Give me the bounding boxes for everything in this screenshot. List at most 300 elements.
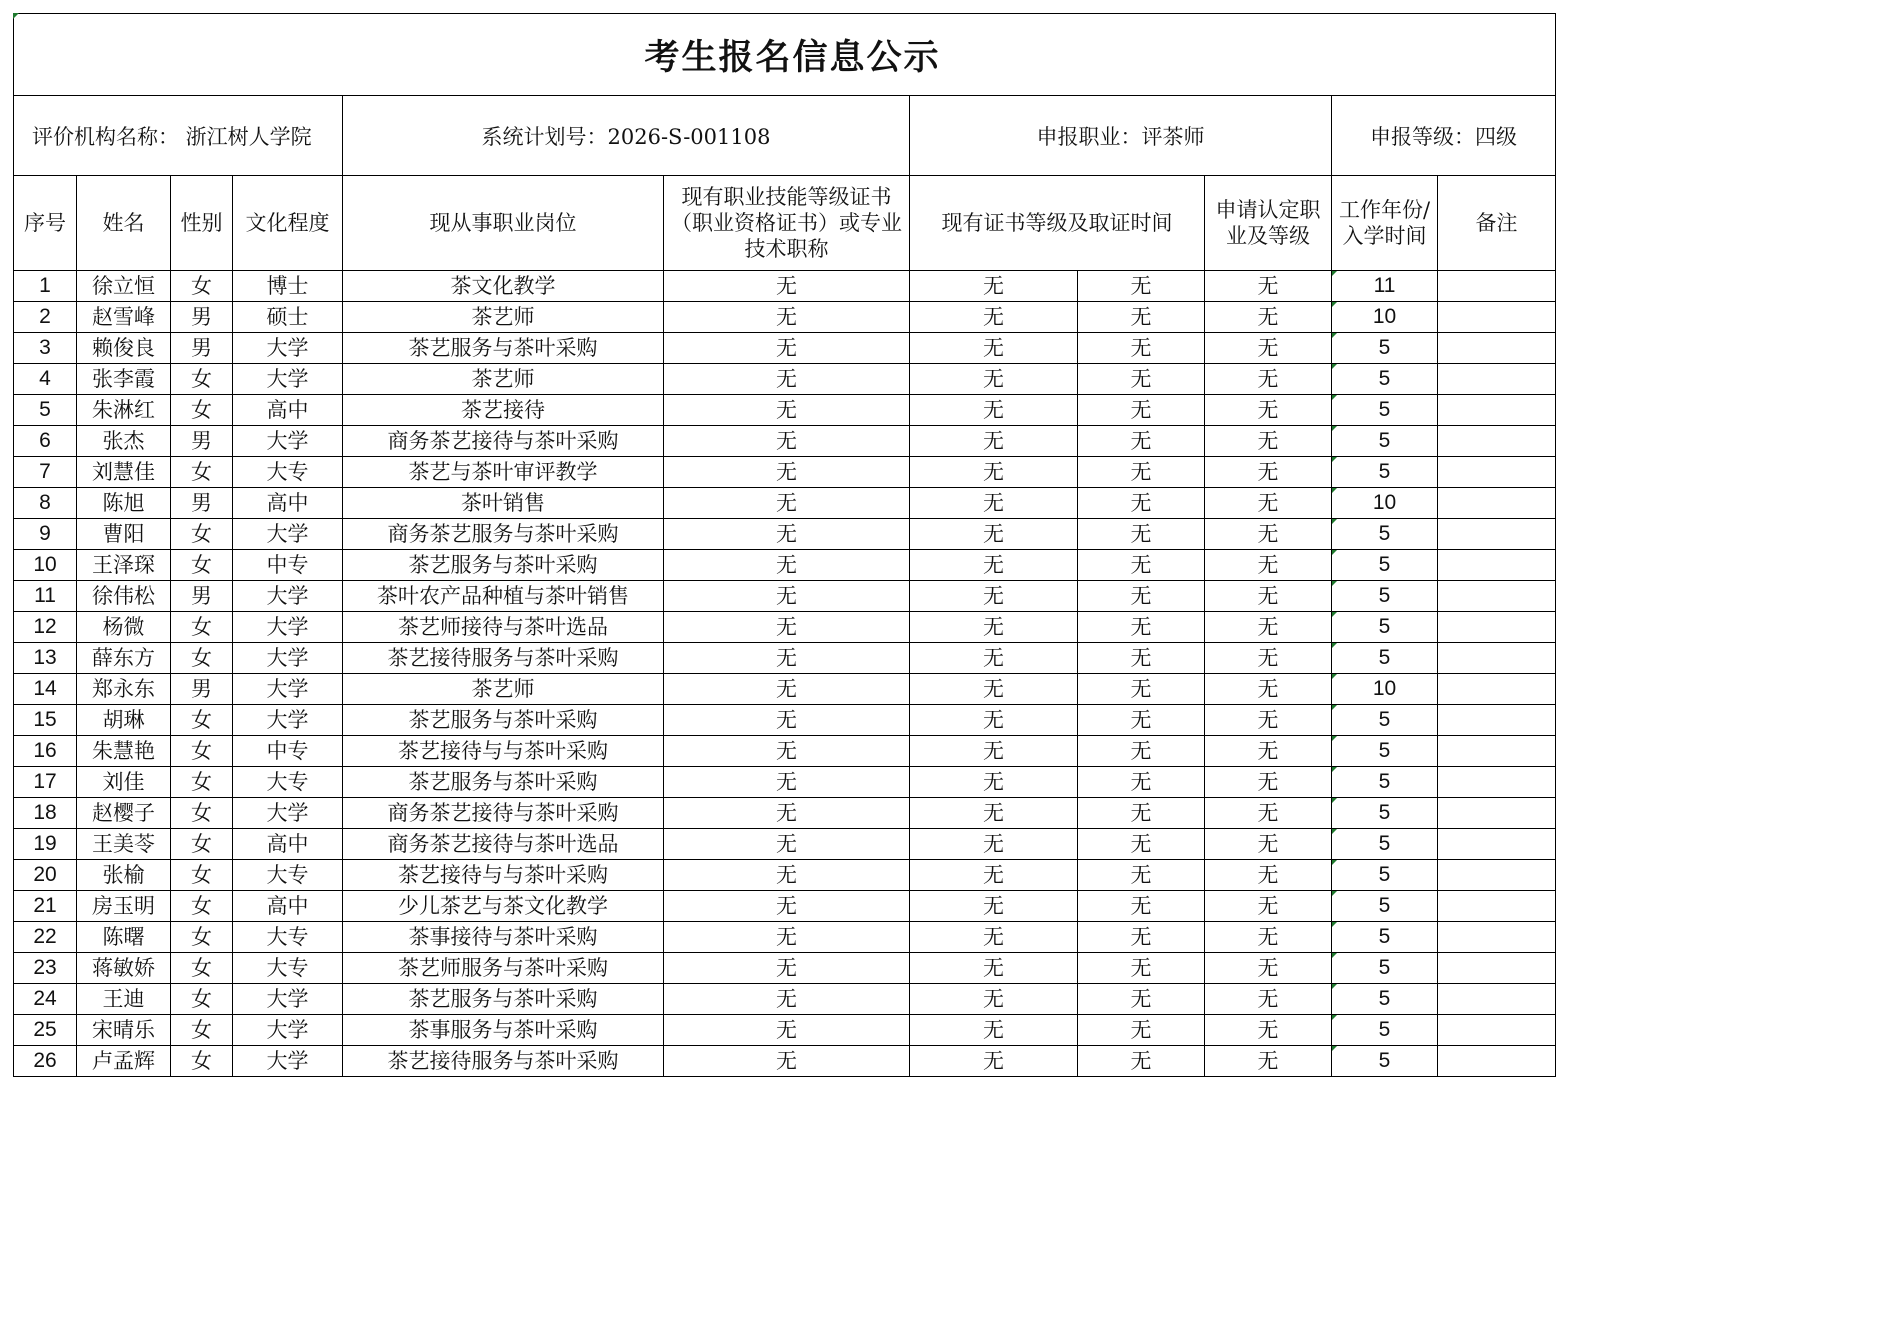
cell-gender[interactable]: 女 [171, 519, 233, 550]
cell-job[interactable]: 茶艺服务与茶叶采购 [343, 705, 664, 736]
cell-apply[interactable]: 无 [1205, 488, 1332, 519]
cell-job[interactable]: 茶叶销售 [343, 488, 664, 519]
cell-cert-time[interactable]: 无 [1078, 364, 1205, 395]
cell-cert-level[interactable]: 无 [910, 550, 1078, 581]
cell-education[interactable]: 大学 [233, 984, 343, 1015]
cell-gender[interactable]: 男 [171, 302, 233, 333]
cell-education[interactable]: 大专 [233, 860, 343, 891]
cell-cert-time[interactable]: 无 [1078, 550, 1205, 581]
cell-name[interactable]: 张李霞 [77, 364, 171, 395]
cell-seq[interactable]: 22 [14, 922, 77, 953]
cell-seq[interactable]: 20 [14, 860, 77, 891]
header-years[interactable]: 工作年份/入学时间 [1332, 176, 1438, 271]
cell-name[interactable]: 徐伟松 [77, 581, 171, 612]
cell-years[interactable]: 10 [1332, 302, 1438, 333]
cell-seq[interactable]: 26 [14, 1046, 77, 1077]
cell-education[interactable]: 中专 [233, 736, 343, 767]
cell-cert[interactable]: 无 [664, 922, 910, 953]
cell-cert-level[interactable]: 无 [910, 643, 1078, 674]
cell-gender[interactable]: 女 [171, 705, 233, 736]
cell-job[interactable]: 茶艺服务与茶叶采购 [343, 550, 664, 581]
cell-apply[interactable]: 无 [1205, 581, 1332, 612]
cell-remark[interactable] [1438, 984, 1556, 1015]
cell-job[interactable]: 茶艺师接待与茶叶选品 [343, 612, 664, 643]
cell-years[interactable]: 5 [1332, 1046, 1438, 1077]
header-job[interactable]: 现从事职业岗位 [343, 176, 664, 271]
cell-name[interactable]: 杨微 [77, 612, 171, 643]
cell-cert-time[interactable]: 无 [1078, 426, 1205, 457]
cell-seq[interactable]: 16 [14, 736, 77, 767]
cell-name[interactable]: 张榆 [77, 860, 171, 891]
cell-cert-time[interactable]: 无 [1078, 922, 1205, 953]
cell-seq[interactable]: 14 [14, 674, 77, 705]
cell-cert[interactable]: 无 [664, 643, 910, 674]
header-remark[interactable]: 备注 [1438, 176, 1556, 271]
cell-cert-time[interactable]: 无 [1078, 612, 1205, 643]
cell-seq[interactable]: 21 [14, 891, 77, 922]
cell-years[interactable]: 5 [1332, 860, 1438, 891]
cell-cert-time[interactable]: 无 [1078, 953, 1205, 984]
cell-years[interactable]: 5 [1332, 364, 1438, 395]
cell-seq[interactable]: 19 [14, 829, 77, 860]
cell-education[interactable]: 高中 [233, 891, 343, 922]
cell-years[interactable]: 5 [1332, 736, 1438, 767]
cell-job[interactable]: 茶艺师 [343, 302, 664, 333]
cell-education[interactable]: 大学 [233, 333, 343, 364]
cell-cert-level[interactable]: 无 [910, 922, 1078, 953]
cell-years[interactable]: 5 [1332, 829, 1438, 860]
cell-cert-level[interactable]: 无 [910, 829, 1078, 860]
cell-remark[interactable] [1438, 333, 1556, 364]
level-cell[interactable] [1332, 96, 1556, 176]
cell-remark[interactable] [1438, 426, 1556, 457]
cell-gender[interactable]: 女 [171, 395, 233, 426]
cell-seq[interactable]: 3 [14, 333, 77, 364]
cell-years[interactable]: 10 [1332, 488, 1438, 519]
cell-gender[interactable]: 女 [171, 457, 233, 488]
cell-apply[interactable]: 无 [1205, 519, 1332, 550]
cell-cert[interactable]: 无 [664, 333, 910, 364]
cell-seq[interactable]: 9 [14, 519, 77, 550]
cell-apply[interactable]: 无 [1205, 891, 1332, 922]
cell-seq[interactable]: 5 [14, 395, 77, 426]
cell-remark[interactable] [1438, 953, 1556, 984]
cell-cert-level[interactable]: 无 [910, 891, 1078, 922]
cell-years[interactable]: 5 [1332, 643, 1438, 674]
cell-apply[interactable]: 无 [1205, 767, 1332, 798]
cell-remark[interactable] [1438, 1046, 1556, 1077]
cell-education[interactable]: 大专 [233, 767, 343, 798]
cell-years[interactable]: 5 [1332, 457, 1438, 488]
cell-name[interactable]: 王迪 [77, 984, 171, 1015]
cell-years[interactable]: 5 [1332, 426, 1438, 457]
cell-seq[interactable]: 18 [14, 798, 77, 829]
cell-job[interactable]: 茶艺接待与与茶叶采购 [343, 860, 664, 891]
cell-job[interactable]: 茶艺服务与茶叶采购 [343, 767, 664, 798]
cell-cert-level[interactable]: 无 [910, 581, 1078, 612]
cell-job[interactable]: 少儿茶艺与茶文化教学 [343, 891, 664, 922]
cell-education[interactable]: 大专 [233, 457, 343, 488]
cell-apply[interactable]: 无 [1205, 364, 1332, 395]
cell-cert-level[interactable]: 无 [910, 860, 1078, 891]
cell-education[interactable]: 高中 [233, 829, 343, 860]
cell-education[interactable]: 博士 [233, 271, 343, 302]
cell-job[interactable]: 茶艺接待服务与茶叶采购 [343, 1046, 664, 1077]
cell-cert-time[interactable]: 无 [1078, 643, 1205, 674]
cell-remark[interactable] [1438, 488, 1556, 519]
cell-cert-level[interactable]: 无 [910, 984, 1078, 1015]
cell-gender[interactable]: 男 [171, 581, 233, 612]
cell-apply[interactable]: 无 [1205, 984, 1332, 1015]
cell-apply[interactable]: 无 [1205, 550, 1332, 581]
cell-years[interactable]: 5 [1332, 333, 1438, 364]
cell-apply[interactable]: 无 [1205, 333, 1332, 364]
cell-job[interactable]: 茶艺接待 [343, 395, 664, 426]
cell-seq[interactable]: 6 [14, 426, 77, 457]
cell-name[interactable]: 赵樱子 [77, 798, 171, 829]
cell-cert[interactable]: 无 [664, 302, 910, 333]
cell-cert-level[interactable]: 无 [910, 736, 1078, 767]
cell-apply[interactable]: 无 [1205, 271, 1332, 302]
cell-remark[interactable] [1438, 395, 1556, 426]
cell-cert-level[interactable]: 无 [910, 457, 1078, 488]
cell-cert-time[interactable]: 无 [1078, 488, 1205, 519]
cell-years[interactable]: 5 [1332, 395, 1438, 426]
cell-cert-time[interactable]: 无 [1078, 798, 1205, 829]
cell-education[interactable]: 硕士 [233, 302, 343, 333]
cell-name[interactable]: 张杰 [77, 426, 171, 457]
cell-education[interactable]: 大学 [233, 1015, 343, 1046]
cell-job[interactable]: 商务茶艺接待与茶叶采购 [343, 798, 664, 829]
cell-name[interactable]: 胡琳 [77, 705, 171, 736]
cell-job[interactable]: 商务茶艺服务与茶叶采购 [343, 519, 664, 550]
cell-cert-time[interactable]: 无 [1078, 1015, 1205, 1046]
cell-cert-time[interactable]: 无 [1078, 767, 1205, 798]
cell-cert[interactable]: 无 [664, 705, 910, 736]
cell-remark[interactable] [1438, 581, 1556, 612]
cell-cert-time[interactable]: 无 [1078, 984, 1205, 1015]
cell-years[interactable]: 5 [1332, 767, 1438, 798]
cell-gender[interactable]: 女 [171, 550, 233, 581]
cell-cert-level[interactable]: 无 [910, 953, 1078, 984]
cell-gender[interactable]: 女 [171, 860, 233, 891]
cell-cert[interactable]: 无 [664, 612, 910, 643]
cell-remark[interactable] [1438, 798, 1556, 829]
cell-education[interactable]: 高中 [233, 395, 343, 426]
cell-education[interactable]: 大专 [233, 953, 343, 984]
cell-name[interactable]: 房玉明 [77, 891, 171, 922]
cell-years[interactable]: 10 [1332, 674, 1438, 705]
cell-name[interactable]: 宋晴乐 [77, 1015, 171, 1046]
cell-gender[interactable]: 男 [171, 333, 233, 364]
cell-job[interactable]: 商务茶艺接待与茶叶采购 [343, 426, 664, 457]
cell-cert[interactable]: 无 [664, 674, 910, 705]
cell-remark[interactable] [1438, 674, 1556, 705]
cell-cert-level[interactable]: 无 [910, 674, 1078, 705]
cell-cert[interactable]: 无 [664, 550, 910, 581]
cell-years[interactable]: 5 [1332, 984, 1438, 1015]
header-seq[interactable]: 序号 [14, 176, 77, 271]
cell-apply[interactable]: 无 [1205, 798, 1332, 829]
cell-apply[interactable]: 无 [1205, 457, 1332, 488]
cell-job[interactable]: 茶艺服务与茶叶采购 [343, 984, 664, 1015]
cell-cert-level[interactable]: 无 [910, 333, 1078, 364]
cell-cert-level[interactable]: 无 [910, 395, 1078, 426]
header-name[interactable]: 姓名 [77, 176, 171, 271]
cell-apply[interactable]: 无 [1205, 674, 1332, 705]
cell-education[interactable]: 大学 [233, 674, 343, 705]
cell-seq[interactable]: 13 [14, 643, 77, 674]
cell-gender[interactable]: 女 [171, 364, 233, 395]
cell-cert[interactable]: 无 [664, 488, 910, 519]
cell-name[interactable]: 郑永东 [77, 674, 171, 705]
cell-job[interactable]: 茶事服务与茶叶采购 [343, 1015, 664, 1046]
cell-name[interactable]: 刘佳 [77, 767, 171, 798]
cell-cert-level[interactable]: 无 [910, 519, 1078, 550]
occupation-cell[interactable] [910, 96, 1332, 176]
cell-cert[interactable]: 无 [664, 581, 910, 612]
cell-education[interactable]: 大学 [233, 643, 343, 674]
cell-education[interactable]: 中专 [233, 550, 343, 581]
cell-remark[interactable] [1438, 519, 1556, 550]
cell-gender[interactable]: 女 [171, 612, 233, 643]
cell-gender[interactable]: 女 [171, 1015, 233, 1046]
cell-remark[interactable] [1438, 302, 1556, 333]
cell-cert-level[interactable]: 无 [910, 798, 1078, 829]
cell-gender[interactable]: 男 [171, 426, 233, 457]
cell-years[interactable]: 5 [1332, 519, 1438, 550]
cell-education[interactable]: 高中 [233, 488, 343, 519]
cell-remark[interactable] [1438, 364, 1556, 395]
cell-education[interactable]: 大学 [233, 612, 343, 643]
cell-job[interactable]: 茶叶农产品种植与茶叶销售 [343, 581, 664, 612]
cell-cert-time[interactable]: 无 [1078, 302, 1205, 333]
cell-name[interactable]: 曹阳 [77, 519, 171, 550]
cell-seq[interactable]: 1 [14, 271, 77, 302]
cell-job[interactable]: 茶事接待与茶叶采购 [343, 922, 664, 953]
cell-years[interactable]: 5 [1332, 922, 1438, 953]
cell-cert[interactable]: 无 [664, 860, 910, 891]
cell-name[interactable]: 薛东方 [77, 643, 171, 674]
cell-years[interactable]: 5 [1332, 1015, 1438, 1046]
cell-name[interactable]: 朱慧艳 [77, 736, 171, 767]
cell-education[interactable]: 大学 [233, 705, 343, 736]
cell-remark[interactable] [1438, 457, 1556, 488]
cell-apply[interactable]: 无 [1205, 953, 1332, 984]
plan-cell[interactable] [343, 96, 910, 176]
cell-job[interactable]: 茶文化教学 [343, 271, 664, 302]
cell-cert-level[interactable]: 无 [910, 426, 1078, 457]
cell-name[interactable]: 王泽琛 [77, 550, 171, 581]
cell-cert[interactable]: 无 [664, 395, 910, 426]
cell-remark[interactable] [1438, 612, 1556, 643]
cell-years[interactable]: 5 [1332, 612, 1438, 643]
header-education[interactable]: 文化程度 [233, 176, 343, 271]
cell-cert-time[interactable]: 无 [1078, 395, 1205, 426]
cell-seq[interactable]: 4 [14, 364, 77, 395]
cell-years[interactable]: 5 [1332, 953, 1438, 984]
cell-cert[interactable]: 无 [664, 798, 910, 829]
cell-cert-level[interactable]: 无 [910, 612, 1078, 643]
cell-gender[interactable]: 女 [171, 953, 233, 984]
cell-years[interactable]: 5 [1332, 798, 1438, 829]
cell-cert-time[interactable]: 无 [1078, 519, 1205, 550]
cell-years[interactable]: 5 [1332, 705, 1438, 736]
cell-cert[interactable]: 无 [664, 271, 910, 302]
cell-cert-level[interactable]: 无 [910, 364, 1078, 395]
cell-seq[interactable]: 15 [14, 705, 77, 736]
cell-remark[interactable] [1438, 767, 1556, 798]
cell-apply[interactable]: 无 [1205, 643, 1332, 674]
cell-cert-time[interactable]: 无 [1078, 674, 1205, 705]
cell-cert-level[interactable]: 无 [910, 767, 1078, 798]
cell-cert[interactable]: 无 [664, 519, 910, 550]
cell-seq[interactable]: 10 [14, 550, 77, 581]
cell-name[interactable]: 徐立恒 [77, 271, 171, 302]
cell-education[interactable]: 大专 [233, 922, 343, 953]
cell-gender[interactable]: 女 [171, 736, 233, 767]
cell-name[interactable]: 王美苓 [77, 829, 171, 860]
cell-remark[interactable] [1438, 271, 1556, 302]
cell-education[interactable]: 大学 [233, 798, 343, 829]
cell-gender[interactable]: 女 [171, 984, 233, 1015]
cell-job[interactable]: 茶艺接待与与茶叶采购 [343, 736, 664, 767]
cell-job[interactable]: 茶艺师 [343, 364, 664, 395]
cell-apply[interactable]: 无 [1205, 1015, 1332, 1046]
cell-gender[interactable]: 男 [171, 488, 233, 519]
cell-remark[interactable] [1438, 1015, 1556, 1046]
cell-education[interactable]: 大学 [233, 519, 343, 550]
cell-education[interactable]: 大学 [233, 364, 343, 395]
cell-cert-time[interactable]: 无 [1078, 829, 1205, 860]
cell-gender[interactable]: 女 [171, 922, 233, 953]
cell-education[interactable]: 大学 [233, 581, 343, 612]
cell-gender[interactable]: 女 [171, 798, 233, 829]
cell-cert[interactable]: 无 [664, 1015, 910, 1046]
cell-cert[interactable]: 无 [664, 953, 910, 984]
cell-job[interactable]: 茶艺师 [343, 674, 664, 705]
cell-education[interactable]: 大学 [233, 1046, 343, 1077]
cell-remark[interactable] [1438, 922, 1556, 953]
cell-apply[interactable]: 无 [1205, 612, 1332, 643]
cell-cert-time[interactable]: 无 [1078, 333, 1205, 364]
cell-cert-level[interactable]: 无 [910, 1046, 1078, 1077]
cell-name[interactable]: 卢孟辉 [77, 1046, 171, 1077]
cell-apply[interactable]: 无 [1205, 426, 1332, 457]
cell-job[interactable]: 茶艺接待服务与茶叶采购 [343, 643, 664, 674]
cell-job[interactable]: 商务茶艺接待与茶叶选品 [343, 829, 664, 860]
cell-cert[interactable]: 无 [664, 984, 910, 1015]
page-title-cell[interactable] [14, 14, 1556, 96]
cell-remark[interactable] [1438, 860, 1556, 891]
cell-cert-time[interactable]: 无 [1078, 891, 1205, 922]
cell-cert[interactable]: 无 [664, 767, 910, 798]
cell-apply[interactable]: 无 [1205, 829, 1332, 860]
cell-apply[interactable]: 无 [1205, 860, 1332, 891]
cell-remark[interactable] [1438, 891, 1556, 922]
cell-seq[interactable]: 23 [14, 953, 77, 984]
cell-gender[interactable]: 女 [171, 271, 233, 302]
cell-gender[interactable]: 女 [171, 891, 233, 922]
cell-apply[interactable]: 无 [1205, 395, 1332, 426]
cell-seq[interactable]: 2 [14, 302, 77, 333]
cell-cert-level[interactable]: 无 [910, 1015, 1078, 1046]
cell-seq[interactable]: 12 [14, 612, 77, 643]
cell-gender[interactable]: 女 [171, 767, 233, 798]
cell-years[interactable]: 5 [1332, 581, 1438, 612]
org-cell[interactable] [14, 96, 343, 176]
cell-job[interactable]: 茶艺师服务与茶叶采购 [343, 953, 664, 984]
cell-cert-level[interactable]: 无 [910, 271, 1078, 302]
cell-cert-time[interactable]: 无 [1078, 860, 1205, 891]
cell-seq[interactable]: 11 [14, 581, 77, 612]
cell-remark[interactable] [1438, 829, 1556, 860]
cell-cert-time[interactable]: 无 [1078, 705, 1205, 736]
cell-gender[interactable]: 女 [171, 643, 233, 674]
cell-years[interactable]: 5 [1332, 891, 1438, 922]
cell-cert-time[interactable]: 无 [1078, 271, 1205, 302]
cell-name[interactable]: 蒋敏娇 [77, 953, 171, 984]
cell-remark[interactable] [1438, 643, 1556, 674]
cell-cert[interactable]: 无 [664, 736, 910, 767]
cell-cert-time[interactable]: 无 [1078, 581, 1205, 612]
header-cert[interactable]: 现有职业技能等级证书（职业资格证书）或专业技术职称 [664, 176, 910, 271]
cell-seq[interactable]: 7 [14, 457, 77, 488]
cell-remark[interactable] [1438, 736, 1556, 767]
cell-apply[interactable]: 无 [1205, 736, 1332, 767]
cell-years[interactable]: 5 [1332, 550, 1438, 581]
cell-name[interactable]: 朱淋红 [77, 395, 171, 426]
cell-seq[interactable]: 24 [14, 984, 77, 1015]
cell-job[interactable]: 茶艺与茶叶审评教学 [343, 457, 664, 488]
cell-cert-time[interactable]: 无 [1078, 736, 1205, 767]
cell-seq[interactable]: 17 [14, 767, 77, 798]
cell-cert-time[interactable]: 无 [1078, 457, 1205, 488]
cell-cert[interactable]: 无 [664, 829, 910, 860]
cell-cert[interactable]: 无 [664, 457, 910, 488]
cell-education[interactable]: 大学 [233, 426, 343, 457]
cell-job[interactable]: 茶艺服务与茶叶采购 [343, 333, 664, 364]
cell-seq[interactable]: 25 [14, 1015, 77, 1046]
cell-name[interactable]: 刘慧佳 [77, 457, 171, 488]
cell-cert[interactable]: 无 [664, 426, 910, 457]
cell-gender[interactable]: 男 [171, 674, 233, 705]
cell-cert-level[interactable]: 无 [910, 488, 1078, 519]
header-gender[interactable]: 性别 [171, 176, 233, 271]
cell-name[interactable]: 赖俊良 [77, 333, 171, 364]
cell-remark[interactable] [1438, 705, 1556, 736]
cell-apply[interactable]: 无 [1205, 705, 1332, 736]
cell-cert[interactable]: 无 [664, 891, 910, 922]
cell-cert-time[interactable]: 无 [1078, 1046, 1205, 1077]
cell-gender[interactable]: 女 [171, 1046, 233, 1077]
cell-remark[interactable] [1438, 550, 1556, 581]
cell-name[interactable]: 陈旭 [77, 488, 171, 519]
header-apply[interactable]: 申请认定职业及等级 [1205, 176, 1332, 271]
cell-gender[interactable]: 女 [171, 829, 233, 860]
cell-cert-level[interactable]: 无 [910, 705, 1078, 736]
cell-seq[interactable]: 8 [14, 488, 77, 519]
cell-cert[interactable]: 无 [664, 1046, 910, 1077]
cell-apply[interactable]: 无 [1205, 1046, 1332, 1077]
cell-apply[interactable]: 无 [1205, 922, 1332, 953]
header-cert-level-time[interactable]: 现有证书等级及取证时间 [910, 176, 1205, 271]
cell-cert-level[interactable]: 无 [910, 302, 1078, 333]
cell-name[interactable]: 陈曙 [77, 922, 171, 953]
cell-name[interactable]: 赵雪峰 [77, 302, 171, 333]
cell-cert[interactable]: 无 [664, 364, 910, 395]
cell-years[interactable]: 11 [1332, 271, 1438, 302]
